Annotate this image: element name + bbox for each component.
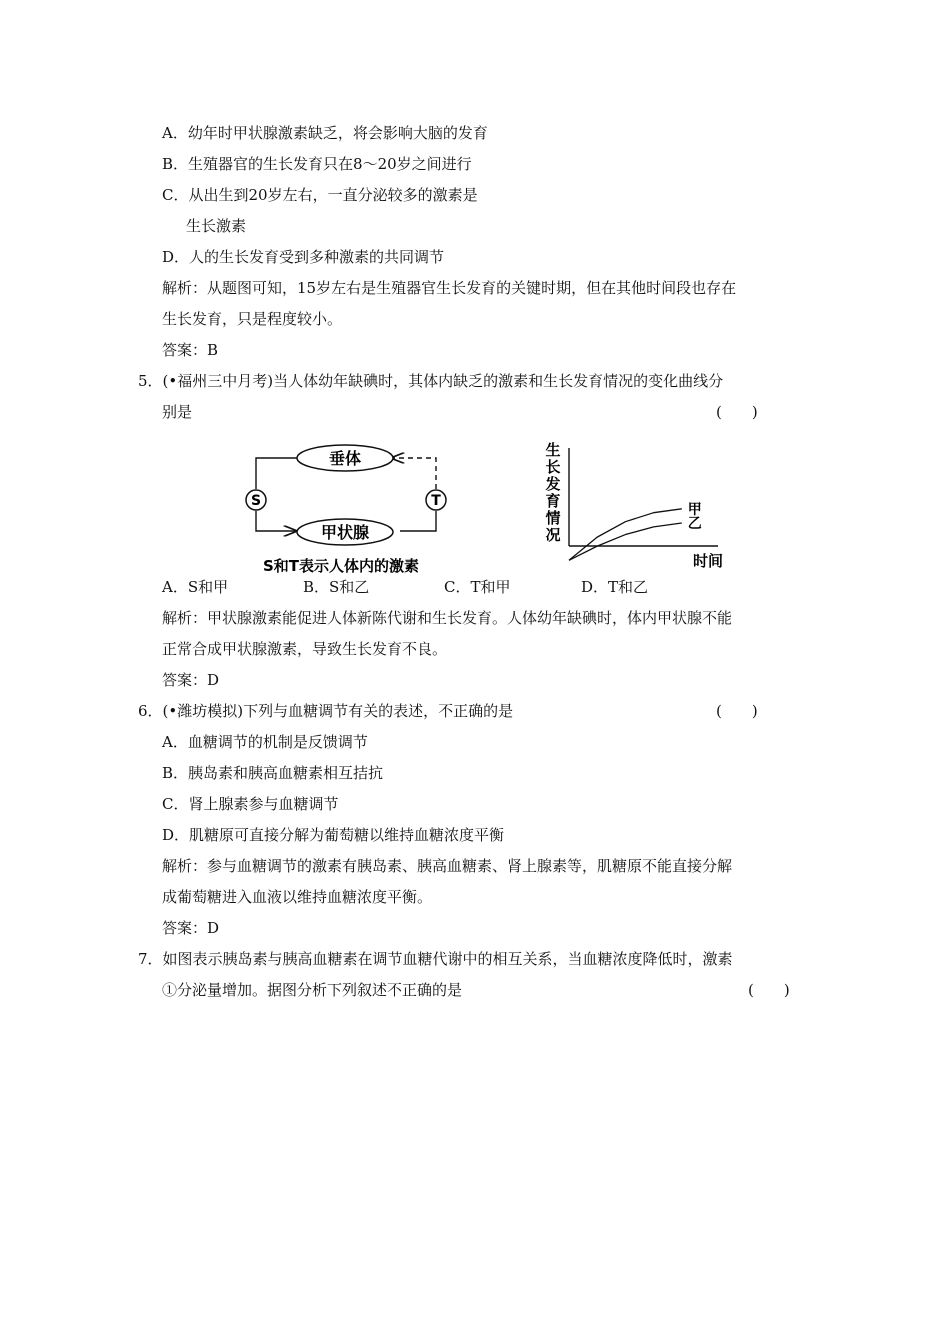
q4-option-a: A．幼年时甲状腺激素缺乏，将会影响大脑的发育 bbox=[162, 124, 488, 142]
pituitary-label: 垂体 bbox=[328, 449, 362, 468]
q6-option-c: C．肾上腺素参与血糖调节 bbox=[162, 795, 339, 813]
q6-answer: 答案：D bbox=[162, 919, 220, 937]
q5-analysis-cont: 正常合成甲状腺激素，导致生长发育不良。 bbox=[162, 640, 448, 658]
q5-analysis: 解析：甲状腺激素能促进人体新陈代谢和生长发育。人体幼年缺碘时，体内甲状腺不能 bbox=[162, 609, 733, 627]
left-path-top bbox=[256, 458, 298, 489]
thyroid-label: 甲状腺 bbox=[320, 523, 370, 542]
y-axis-label-char: 育 bbox=[545, 492, 561, 510]
q5-option-d: D．T和乙 bbox=[581, 578, 649, 596]
q5-option-b: B．S和乙 bbox=[303, 578, 370, 596]
q7-stem: 7．如图表示胰岛素与胰高血糖素在调节血糖代谢中的相互关系，当血糖浓度降低时，激素 bbox=[138, 950, 733, 968]
series-line-yi bbox=[569, 523, 682, 560]
q4-answer: 答案：B bbox=[162, 341, 219, 359]
q4-analysis-cont: 生长发育，只是程度较小。 bbox=[162, 310, 343, 328]
diagram-caption: S和T表示人体内的激素 bbox=[262, 557, 420, 575]
q5-regulation-diagram bbox=[230, 438, 470, 578]
q6-analysis: 解析：参与血糖调节的激素有胰岛素、胰高血糖素、肾上腺素等，肌糖原不能直接分解 bbox=[162, 857, 733, 875]
q5-stem-cont: 别是 bbox=[162, 403, 193, 421]
q5-growth-chart bbox=[538, 438, 728, 572]
q4-option-b: B．生殖器官的生长发育只在8～20岁之间进行 bbox=[162, 155, 472, 173]
y-axis-label-char: 发 bbox=[545, 475, 561, 493]
q5-answer: 答案：D bbox=[162, 671, 220, 689]
y-axis-label-char: 生 bbox=[545, 441, 561, 459]
q6-answer-bracket: ( ) bbox=[716, 702, 758, 720]
x-axis-label: 时间 bbox=[692, 552, 724, 570]
q7-answer-bracket: ( ) bbox=[748, 981, 790, 999]
left-path-arrow bbox=[256, 511, 296, 531]
q4-option-c-cont: 生长激素 bbox=[186, 217, 247, 235]
q5-option-a: A．S和甲 bbox=[162, 578, 229, 596]
hormone-s-label: S bbox=[250, 493, 262, 509]
y-axis-label bbox=[544, 441, 560, 544]
q4-option-d: D．人的生长发育受到多种激素的共同调节 bbox=[162, 248, 445, 266]
hormone-t-label: T bbox=[431, 493, 441, 509]
q6-option-d: D．肌糖原可直接分解为葡萄糖以维持血糖浓度平衡 bbox=[162, 826, 505, 844]
q5-answer-bracket: ( ) bbox=[716, 403, 758, 421]
q6-analysis-cont: 成葡萄糖进入血液以维持血糖浓度平衡。 bbox=[162, 888, 433, 906]
series-label-yi: 乙 bbox=[687, 515, 702, 532]
y-axis-label-char: 长 bbox=[545, 458, 561, 476]
q6-option-b: B．胰岛素和胰高血糖素相互拮抗 bbox=[162, 764, 384, 782]
q7-stem-cont: ①分泌量增加。据图分析下列叙述不正确的是 bbox=[162, 981, 463, 999]
right-path-bottom bbox=[400, 511, 436, 531]
q6-stem: 6．(•潍坊模拟)下列与血糖调节有关的表述，不正确的是 bbox=[138, 702, 514, 720]
q6-option-a: A．血糖调节的机制是反馈调节 bbox=[162, 733, 368, 751]
y-axis-label-char: 况 bbox=[545, 526, 561, 544]
q5-stem: 5．(•福州三中月考)当人体幼年缺碘时，其体内缺乏的激素和生长发育情况的变化曲线分 bbox=[138, 372, 724, 390]
series-label-jia: 甲 bbox=[687, 501, 702, 518]
q5-option-c: C．T和甲 bbox=[444, 578, 511, 596]
y-axis-label-char: 情 bbox=[545, 509, 561, 527]
q4-option-c: C．从出生到20岁左右，一直分泌较多的激素是 bbox=[162, 186, 478, 204]
q4-analysis: 解析：从题图可知，15岁左右是生殖器官生长发育的关键时期，但在其他时间段也存在 bbox=[162, 279, 737, 297]
right-path-dashed-arrow bbox=[392, 458, 436, 489]
